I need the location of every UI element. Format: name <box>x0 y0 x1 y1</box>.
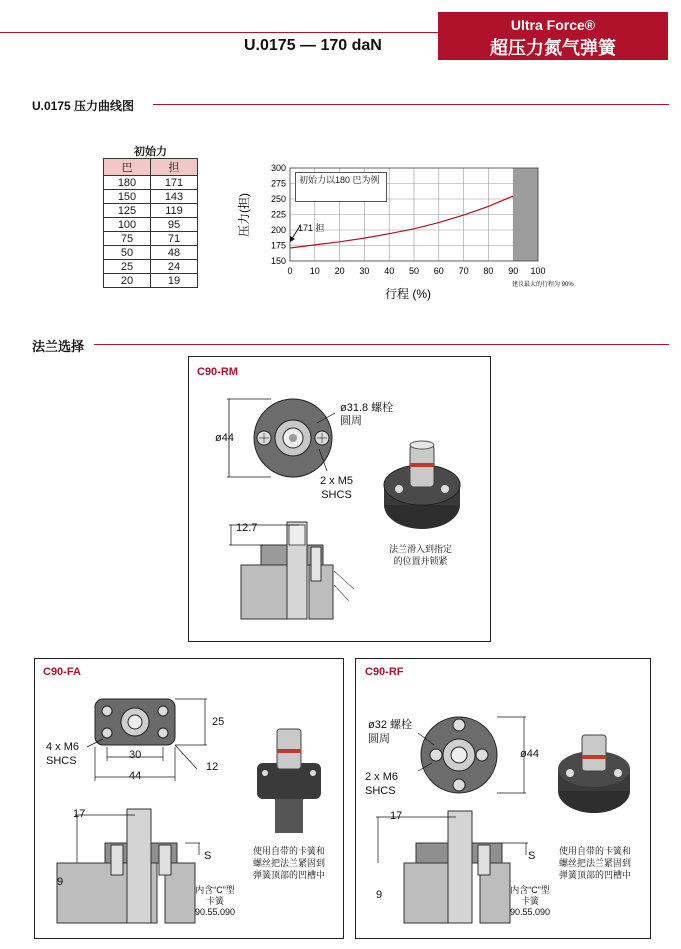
column-header: 巴 <box>104 159 151 176</box>
table-row <box>104 176 198 190</box>
chart-x-tick-label: 20 <box>334 266 345 276</box>
chart-y-label: 压力(担) <box>237 193 251 237</box>
table-caption: 初始力 <box>134 146 167 158</box>
rf-diameter-label: ø44 <box>520 748 539 760</box>
table-header-row <box>104 159 198 176</box>
rm-diameter-label: ø44 <box>215 432 234 444</box>
rm-note: 法兰滑入到指定 的位置并锁紧 <box>389 544 453 566</box>
chart-x-tick-label: 80 <box>483 266 494 276</box>
rf-dim-s-label: S <box>528 850 536 862</box>
table-row <box>104 246 198 260</box>
table-row <box>104 260 198 274</box>
table-cell: 24 <box>151 260 198 274</box>
table-cell: 20 <box>104 274 151 288</box>
chart-x-label: 行程 (%) <box>385 287 431 301</box>
chart-y-tick-label: 225 <box>270 209 286 220</box>
flange-rf-title: C90-RF <box>365 666 404 678</box>
chart-x-tick-label: 90 <box>508 266 519 276</box>
start-arrow-icon <box>288 224 302 244</box>
start-value-label: 171 担 <box>298 223 325 233</box>
chart-x-tick-label: 30 <box>359 266 370 276</box>
chart-x-tick-label: 100 <box>530 266 546 276</box>
rf-dim-9-label: 9 <box>376 889 383 901</box>
initial-force-table <box>103 158 198 288</box>
flange-rf-drawing-icon <box>356 659 650 938</box>
flange-fa-panel <box>34 658 344 939</box>
table-cell: 48 <box>151 246 198 260</box>
table-row <box>104 204 198 218</box>
chart-x-tick-label: 0 <box>287 266 293 276</box>
header-rule <box>0 32 440 33</box>
table-cell: 180 <box>104 176 151 190</box>
flange-rm-title: C90-RM <box>197 366 238 378</box>
flange-rm-panel <box>188 356 491 642</box>
table-cell: 100 <box>104 218 151 232</box>
chart-y-tick-label: 175 <box>270 240 286 251</box>
table-row <box>104 232 198 246</box>
recommend-note: 建议最大的行程为 90% <box>512 282 574 288</box>
flange-section-rule <box>94 344 669 345</box>
table-cell: 119 <box>151 204 198 218</box>
table-cell: 19 <box>151 274 198 288</box>
rf-note: 使用自带的卡簧和 螺丝把法兰紧固到 弹簧顶部的凹槽中 <box>559 846 632 880</box>
fa-dim-17-label: 17 <box>73 808 86 820</box>
brand-name: Ultra Force® <box>510 17 596 33</box>
fa-clip-label: 内含“C”型 卡簧 90.55.090 <box>195 885 236 917</box>
chart-x-tick-label: 70 <box>458 266 469 276</box>
chart-shaded-region <box>513 168 538 261</box>
chart-y-ticks <box>271 163 286 266</box>
fa-inner-width-label: 30 <box>129 749 142 761</box>
table-cell: 95 <box>151 218 198 232</box>
table-row <box>104 218 198 232</box>
curve-section-title: U.0175 压力曲线图 <box>32 99 135 113</box>
table-cell: 50 <box>104 246 151 260</box>
table-cell: 143 <box>151 190 198 204</box>
chart-y-tick-label: 150 <box>270 256 286 266</box>
chart-x-ticks <box>287 266 545 276</box>
flange-fa-drawing-icon <box>35 659 343 938</box>
table-row <box>104 190 198 204</box>
rm-height-label: 12.7 <box>236 522 258 534</box>
flange-fa-title: C90-FA <box>43 666 81 678</box>
chart-y-tick-label: 200 <box>270 225 286 235</box>
chart-y-tick-label: 300 <box>270 163 286 173</box>
chart-y-tick-label: 250 <box>270 194 286 204</box>
table-cell: 71 <box>151 232 198 246</box>
brand-badge <box>438 12 668 60</box>
fa-note: 使用自带的卡簧和 螺丝把法兰紧固到 弹簧顶部的凹槽中 <box>253 846 326 880</box>
chart-y-tick-label: 275 <box>270 178 286 189</box>
column-header: 担 <box>151 159 198 176</box>
fa-dim-9-label: 9 <box>57 876 64 888</box>
page-title: U.0175 — 170 daN <box>244 37 382 54</box>
rf-clip-label: 内含“C”型 卡簧 90.55.090 <box>510 885 551 917</box>
table-cell: 171 <box>151 176 198 190</box>
rf-bolt-circle-label: ø32 螺栓 圆周 <box>368 719 413 745</box>
brand-subtitle: 超压力氮气弹簧 <box>490 38 616 58</box>
table-cell: 75 <box>104 232 151 246</box>
table-cell: 150 <box>104 190 151 204</box>
curve-section-rule <box>153 104 669 105</box>
fa-outer-width-label: 44 <box>129 770 142 782</box>
example-note: 初始力以180 巴为例 <box>295 172 387 202</box>
table-row <box>104 274 198 288</box>
table-cell: 125 <box>104 204 151 218</box>
fa-screws-label: 4 x M6 SHCS <box>46 741 80 767</box>
chart-x-tick-label: 40 <box>384 266 395 276</box>
chart-x-tick-label: 10 <box>309 266 320 276</box>
rf-screws-label: 2 x M6 SHCS <box>365 771 399 797</box>
fa-edge-label: 12 <box>206 761 219 773</box>
rm-bolt-circle-label: ø31.8 螺栓 圆周 <box>340 402 394 427</box>
fa-height-label: 25 <box>212 716 225 728</box>
chart-x-tick-label: 50 <box>408 266 420 276</box>
fa-dim-s-label: S <box>204 850 212 862</box>
chart-x-tick-label: 60 <box>433 266 444 276</box>
flange-rf-panel <box>355 658 651 939</box>
flange-section-title: 法兰选择 <box>32 339 85 354</box>
rm-screws-label: 2 x M5 SHCS <box>320 475 354 501</box>
rf-dim-17-label: 17 <box>390 810 403 822</box>
table-cell: 25 <box>104 260 151 274</box>
